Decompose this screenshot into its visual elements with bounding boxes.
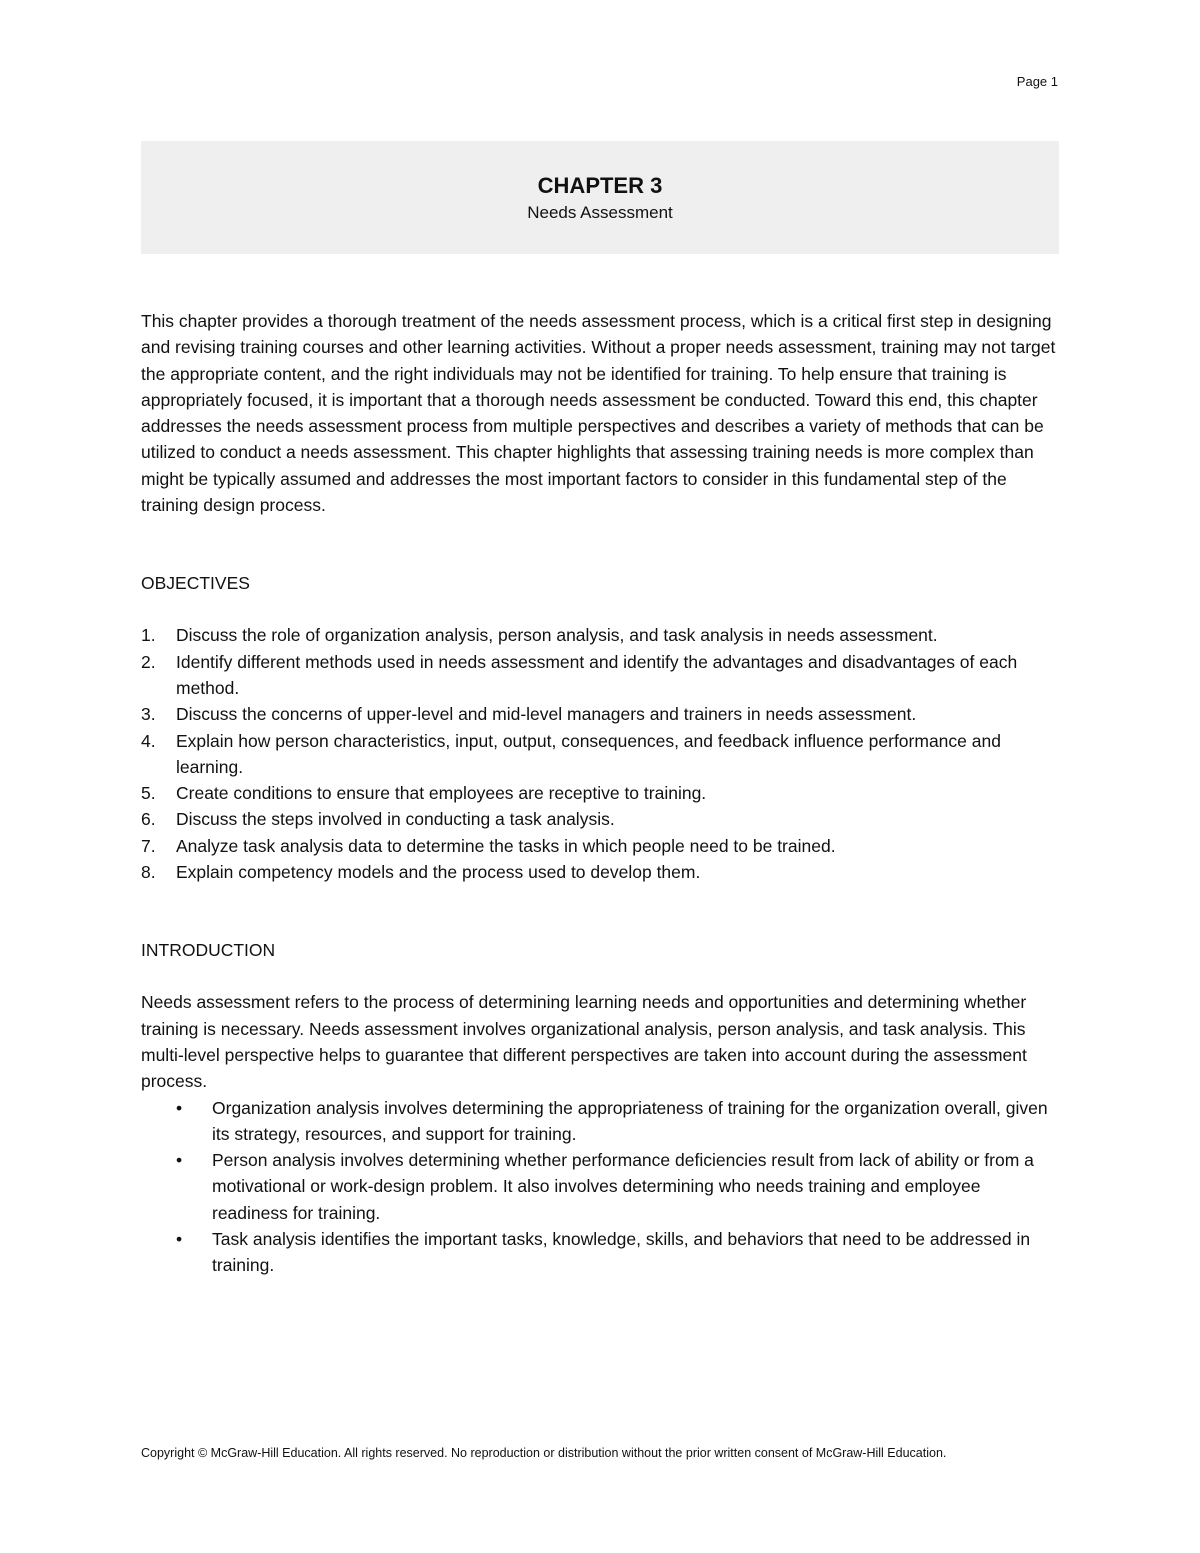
objective-number: 7. (141, 835, 156, 856)
chapter-header (141, 141, 1059, 254)
objective-item (141, 833, 1059, 859)
objective-item (141, 728, 1059, 781)
objectives-list (141, 622, 1059, 885)
page-number: Page 1 (1016, 74, 1058, 89)
bullet-icon: • (176, 1097, 183, 1118)
objective-text: Explain how person characteristics, input, output, consequences, and feedback influence performance and learning. (176, 730, 1001, 777)
objective-number: 5. (141, 783, 156, 804)
objective-item (141, 701, 1059, 727)
objective-text: Discuss the steps involved in conducting a task analysis. (176, 809, 615, 830)
objective-item (141, 780, 1059, 806)
introduction-heading: INTRODUCTION (141, 940, 276, 961)
bullet-icon: • (176, 1229, 183, 1250)
objective-number: 1. (141, 625, 156, 646)
objective-number: 4. (141, 730, 156, 751)
objective-item (141, 806, 1059, 832)
objective-text: Identify different methods used in needs assessment and identify the advantages and disadvantages of each method. (176, 651, 1018, 698)
bullet-text: Task analysis identifies the important tasks, knowledge, skills, and behaviors that need to be addressed in training. (212, 1229, 1031, 1276)
objective-text: Discuss the concerns of upper-level and mid-level managers and trainers in needs assessment. (176, 704, 917, 725)
objective-item (141, 859, 1059, 885)
objective-text: Analyze task analysis data to determine the tasks in which people need to be trained. (176, 835, 836, 856)
objectives-heading: OBJECTIVES (141, 573, 250, 594)
introduction-paragraph: Needs assessment refers to the process of determining learning needs and opportunities and determining whether training is necessary. Needs assessment involves organizational analysis, person analysis, and task analysis. This multi-level perspective helps to guarantee that different perspectives are taken into account during the assessment process. (141, 992, 1027, 1092)
objective-text: Explain competency models and the process used to develop them. (176, 862, 701, 883)
objective-number: 6. (141, 809, 156, 830)
bullet-text: Person analysis involves determining whether performance deficiencies result from lack of ability or from a motivational or work-design problem. It also involves determining who needs training and employee readiness for training. (212, 1150, 1034, 1223)
introduction-bullet-list (141, 1095, 1059, 1279)
bullet-item (141, 1147, 1059, 1226)
chapter-title: CHAPTER 3 (537, 173, 663, 198)
objective-number: 2. (141, 651, 156, 672)
bullet-icon: • (176, 1150, 183, 1171)
objective-number: 8. (141, 862, 156, 883)
objective-number: 3. (141, 704, 156, 725)
bullet-item (141, 1226, 1059, 1279)
chapter-subtitle: Needs Assessment (527, 203, 673, 222)
bullet-text: Organization analysis involves determining the appropriateness of training for the organization overall, given its strategy, resources, and support for training. (212, 1097, 1048, 1144)
objective-item (141, 649, 1059, 702)
objective-text: Create conditions to ensure that employees are receptive to training. (176, 783, 707, 804)
objective-item (141, 622, 1059, 648)
document-body (141, 308, 1059, 1279)
copyright-footer: Copyright © McGraw-Hill Education. All rights reserved. No reproduction or distribution without the prior written consent of McGraw-Hill Education. (141, 1446, 947, 1460)
overview-paragraph: This chapter provides a thorough treatment of the needs assessment process, which is a critical first step in designing and revising training courses and other learning activities. Without a proper needs assessment, training may not target the appropriate content, and the right individuals may not be identified for training. To help ensure that training is appropriately focused, it is important that a thorough needs assessment be conducted. Toward this end, this chapter addresses the needs assessment process from multiple perspectives and describes a variety of methods that can be utilized to conduct a needs assessment. This chapter highlights that assessing training needs is more complex than might be typically assumed and addresses the most important factors to consider in this fundamental step of the training design process. (141, 311, 1056, 516)
objective-text: Discuss the role of organization analysis, person analysis, and task analysis in needs assessment. (176, 625, 938, 646)
bullet-item (141, 1095, 1059, 1148)
